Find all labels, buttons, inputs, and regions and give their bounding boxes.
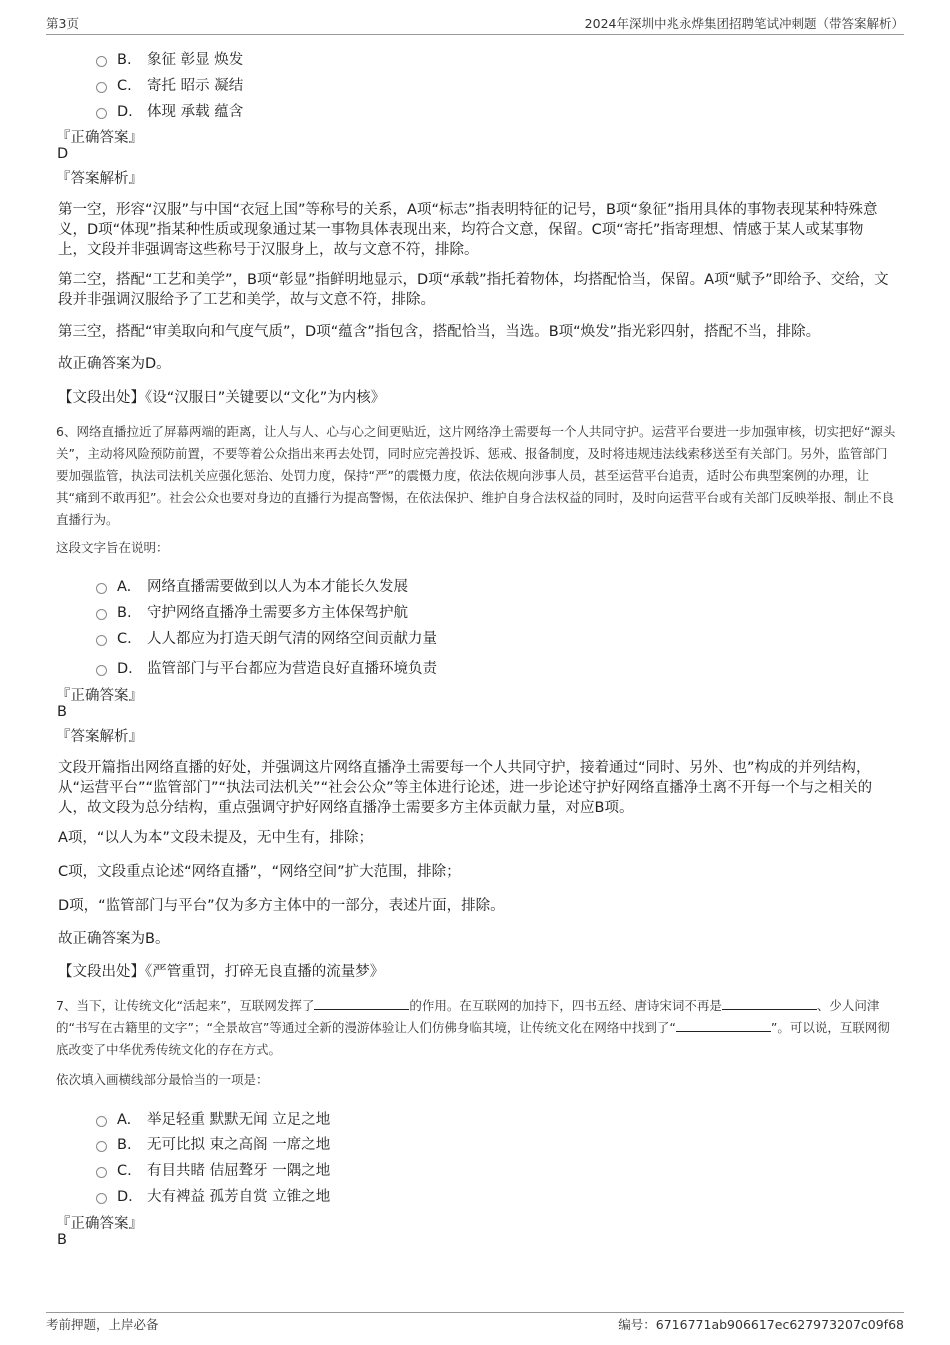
radio-icon[interactable]: [96, 665, 107, 676]
q7-option-c[interactable]: C. 有目共睹 佶屈聱牙 一隅之地: [96, 1159, 330, 1180]
q6-analysis-para: C项，文段重点论述“网络直播”，“网络空间”扩大范围，排除；: [58, 864, 461, 880]
q5-answer-label: 『正确答案』: [56, 130, 143, 146]
q6-option-d[interactable]: D. 监管部门与平台都应为营造良好直播环境负责: [96, 657, 437, 678]
fill-blank: [722, 997, 817, 1010]
q6-analysis-label: 『答案解析』: [56, 729, 143, 745]
radio-icon[interactable]: [96, 1193, 107, 1204]
page-number: 第3页: [46, 16, 79, 31]
q6-analysis-para: 文段开篇指出网络直播的好处，并强调这片网络直播净土需要每一个人共同守护，接着通过“同时、另外、也”构成的并列结构，从“运营平台”“监管部门”“执法司法机关”“社会公众”等主体进行论述，进一步论述守护好网络直播净土离不开每一个与之相关的人，故文段为总分结构，重点强调守护好网络直播净土需要多方主体贡献力量，对应B项。: [58, 760, 873, 816]
q6-option-c[interactable]: C. 人人都应为打造天朗气清的网络空间贡献力量: [96, 627, 437, 648]
q5-analysis-para: 故正确答案为D。: [58, 356, 171, 372]
radio-icon[interactable]: [96, 1116, 107, 1127]
fill-blank: [314, 997, 409, 1010]
radio-icon[interactable]: [96, 1167, 107, 1178]
q5-analysis-para: 第一空，形容“汉服”与中国“衣冠上国”等称号的关系，A项“标志”指表明特征的记号，B项“象征”指用具体的事物表现某种特殊意义，D项“体现”指某种性质或现象通过某一事物具体表现出来，均符合文意，保留。C项“寄托”指寄理想、情感于某人或某事物上，文段并非强调寄这些称号于汉服身上，故与文意不符，排除。: [58, 202, 878, 258]
q6-analysis-para: 故正确答案为B。: [58, 931, 170, 947]
q7-option-b[interactable]: B. 无可比拟 束之高阁 一席之地: [96, 1133, 330, 1154]
q5-option-d[interactable]: D. 体现 承载 蕴含: [96, 100, 243, 121]
page-header: [46, 14, 904, 35]
q7-answer: B: [57, 1232, 67, 1248]
q6-analysis-para: A项，“以人为本”文段未提及，无中生有，排除；: [58, 830, 373, 846]
radio-icon[interactable]: [96, 82, 107, 93]
document-title: 2024年深圳中兆永烨集团招聘笔试冲刺题（带答案解析）: [584, 16, 904, 31]
q5-analysis-para: 第三空，搭配“审美取向和气度气质”，D项“蕴含”指包含，搭配恰当，当选。B项“焕发”指光彩四射，搭配不当，排除。: [58, 324, 821, 340]
q6-prompt: 这段文字旨在说明：: [56, 540, 169, 555]
fill-blank: [676, 1019, 771, 1032]
q6-source: 【文段出处】《严管重罚，打碎无良直播的流量梦》: [58, 964, 385, 980]
q6-option-a[interactable]: A. 网络直播需要做到以人为本才能长久发展: [96, 575, 408, 596]
footer-slogan: 考前押题，上岸必备: [46, 1317, 159, 1332]
q5-analysis-para: 第二空，搭配“工艺和美学”，B项“彰显”指鲜明地显示，D项“承载”指托着物体，均搭配恰当，保留。A项“赋予”即给予、交给，文段并非强调汉服给予了工艺和美学，故与文意不符，排除。: [58, 272, 889, 308]
q7-stem: 7、当下，让传统文化“活起来”，互联网发挥了 的作用。在互联网的加持下，四书五经、唐诗宋词不再是 、少人问津的“书写在古籍里的文字”；“全景故宫”等通过全新的漫游体验让人们仿佛身临其境，让传统文化在网络中找到了“ ”。可以说，互联网彻底改变了中华优秀传统文化的存在方式。: [56, 998, 890, 1057]
q7-answer-label: 『正确答案』: [56, 1216, 143, 1232]
radio-icon[interactable]: [96, 56, 107, 67]
radio-icon[interactable]: [96, 635, 107, 646]
q7-option-a[interactable]: A. 举足轻重 默默无闻 立足之地: [96, 1108, 330, 1129]
q7-prompt: 依次填入画横线部分最恰当的一项是：: [56, 1072, 269, 1087]
radio-icon[interactable]: [96, 583, 107, 594]
document-code: 编号：6716771ab906617ec627973207c09f68: [618, 1317, 904, 1332]
q5-analysis-label: 『答案解析』: [56, 171, 143, 187]
q6-analysis-para: D项，“监管部门与平台”仅为多方主体中的一部分，表述片面，排除。: [58, 898, 505, 914]
q5-source: 【文段出处】《设“汉服日”关键要以“文化”为内核》: [58, 390, 386, 406]
q7-option-d[interactable]: D. 大有裨益 孤芳自赏 立锥之地: [96, 1185, 330, 1206]
q6-option-b[interactable]: B. 守护网络直播净土需要多方主体保驾护航: [96, 601, 408, 622]
q6-answer-label: 『正确答案』: [56, 688, 143, 704]
radio-icon[interactable]: [96, 609, 107, 620]
q5-option-c[interactable]: C. 寄托 昭示 凝结: [96, 74, 243, 95]
q5-answer: D: [57, 146, 69, 162]
radio-icon[interactable]: [96, 108, 107, 119]
q5-option-b[interactable]: B. 象征 彰显 焕发: [96, 48, 243, 69]
q6-answer: B: [57, 704, 67, 720]
radio-icon[interactable]: [96, 1141, 107, 1152]
q6-stem: 6、网络直播拉近了屏幕两端的距离，让人与人、心与心之间更贴近，这片网络净土需要每一个人共同守护。运营平台要进一步加强审核，切实把好“源头关”，主动将风险预防前置，不要等着公众指出来再去处罚，同时应完善投诉、惩戒、报备制度，及时将违规违法线索移送至有关部门。另外，监管部门要加强监管，执法司法机关应强化惩治、处罚力度，保持“严”的震慑力度，依法依规向涉事人员，甚至运营平台追责，适时公布典型案例的办理，让其“痛到不敢再犯”。社会公众也要对身边的直播行为提高警惕，在依法保护、维护自身合法权益的同时，及时向运营平台或有关部门反映举报、制止不良直播行为。: [56, 424, 896, 527]
page-footer: [46, 1312, 904, 1332]
